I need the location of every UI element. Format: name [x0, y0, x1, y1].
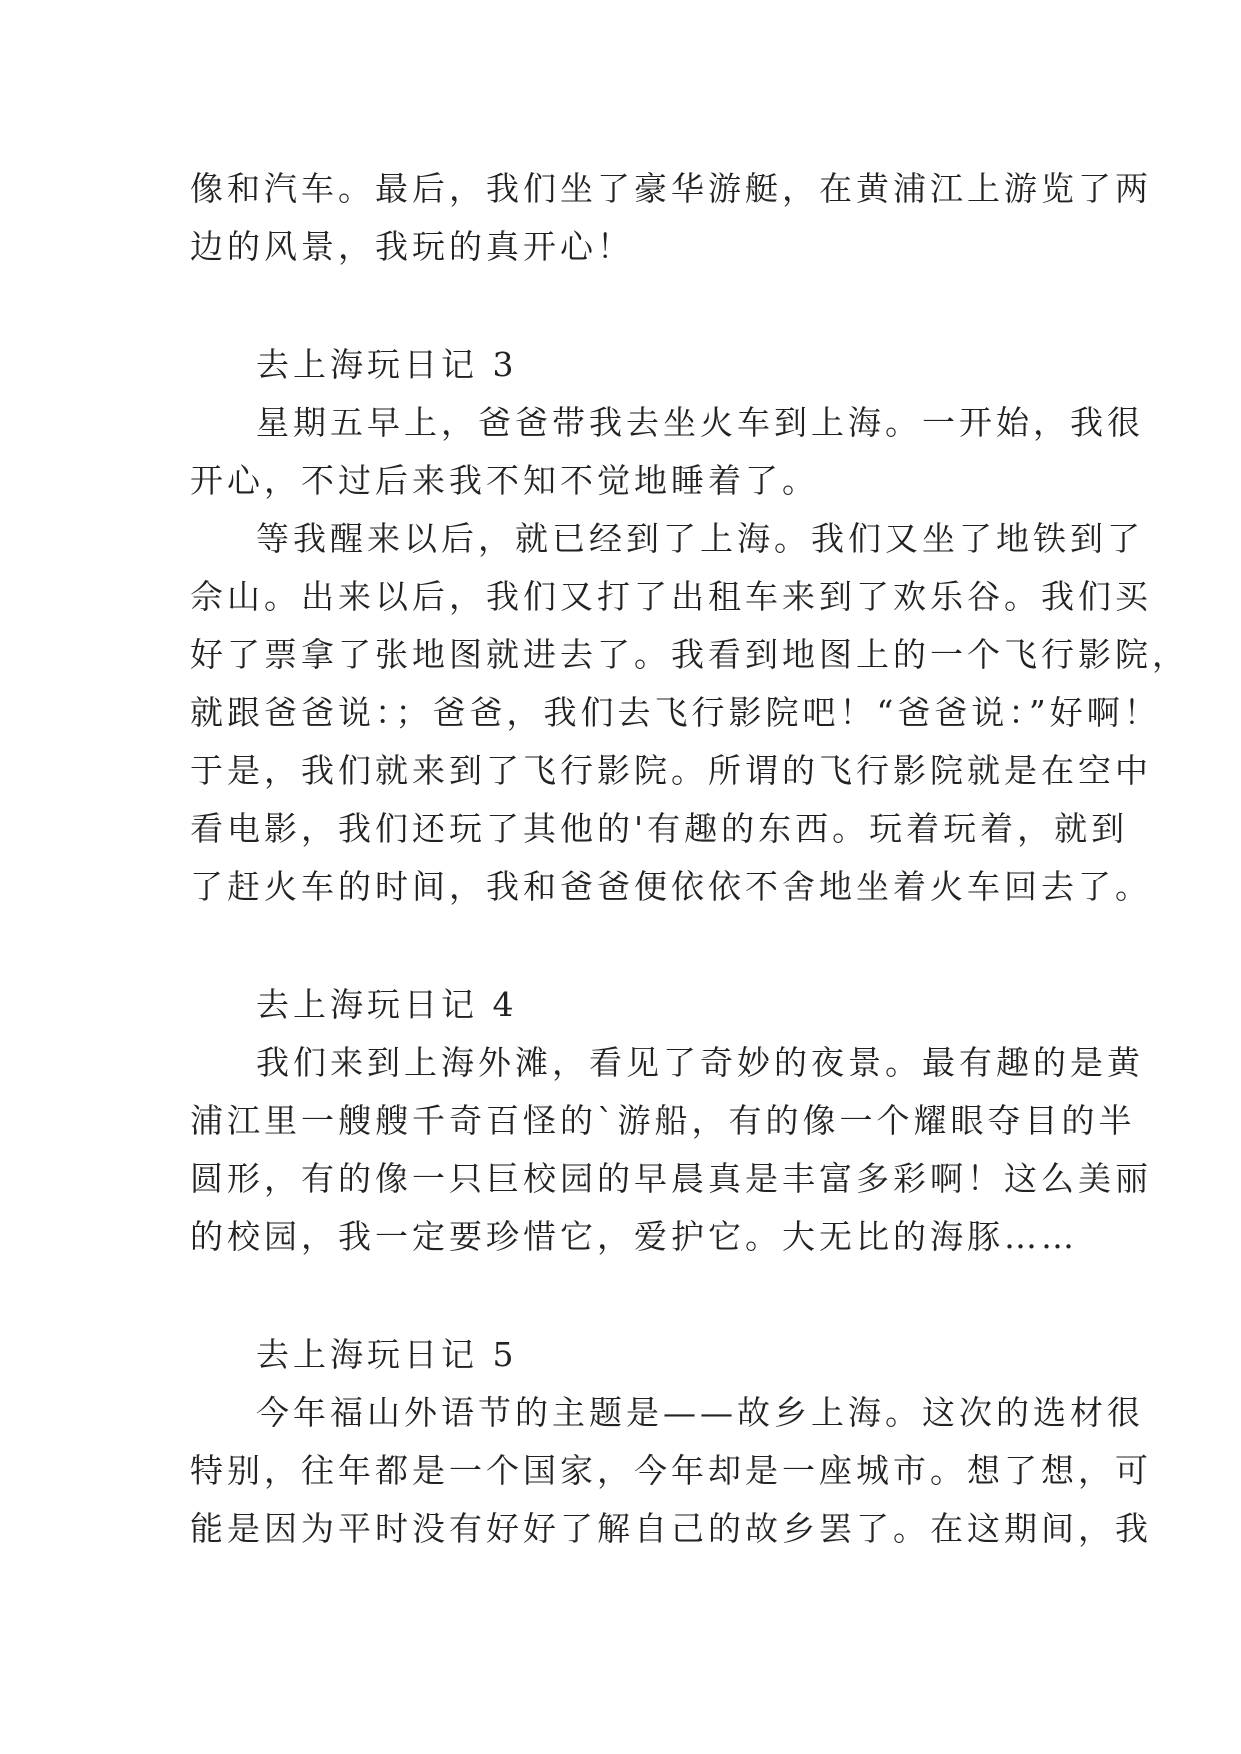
text-line: 开心，不过后来我不知不觉地睡着了。 [190, 461, 819, 500]
section-gap [190, 1266, 1070, 1326]
text-line: 等我醒来以后，就已经到了上海。我们又坐了地铁到了 [256, 519, 1144, 558]
section-title: 去上海玩日记 3 [256, 345, 518, 384]
text-line: 星期五早上，爸爸带我去坐火车到上海。一开始，我很 [256, 403, 1144, 442]
text-line: 于是，我们就来到了飞行影院。所谓的飞行影院就是在空中 [190, 751, 1152, 790]
text-line: 像和汽车。最后，我们坐了豪华游艇，在黄浦江上游览了两 [190, 169, 1152, 208]
text-line: 我们来到上海外滩，看见了奇妙的夜景。最有趣的是黄 [256, 1043, 1144, 1082]
text-line: 好了票拿了张地图就进去了。我看到地图上的一个飞行影院， [190, 635, 1189, 674]
text-line: 圆形，有的像一只巨校园的早晨真是丰富多彩啊！这么美丽 [190, 1159, 1152, 1198]
text-line: 能是因为平时没有好好了解自己的故乡罢了。在这期间，我 [190, 1509, 1152, 1548]
text-line: 了赶火车的时间，我和爸爸便依依不舍地坐着火车回去了。 [190, 867, 1152, 906]
text-line: 的校园，我一定要珍惜它，爱护它。大无比的海豚…… [190, 1217, 1078, 1256]
text-line: 就跟爸爸说：；爸爸，我们去飞行影院吧！“爸爸说：”好啊！ [190, 693, 1161, 732]
section-title: 去上海玩日记 4 [256, 985, 518, 1024]
text-line: 佘山。出来以后，我们又打了出租车来到了欢乐谷。我们买 [190, 577, 1152, 616]
section-gap [190, 916, 1070, 976]
text-line: 浦江里一艘艘千奇百怪的`游船，有的像一个耀眼夺目的半 [190, 1101, 1136, 1140]
section-title: 去上海玩日记 5 [256, 1335, 518, 1374]
text-line: 今年福山外语节的主题是——故乡上海。这次的选材很 [256, 1393, 1144, 1432]
text-line: 看电影，我们还玩了其他的'有趣的东西。玩着玩着，就到 [190, 809, 1129, 848]
section-gap [190, 276, 1070, 336]
text-line: 特别，往年都是一个国家，今年却是一座城市。想了想，可 [190, 1451, 1152, 1490]
document-page [190, 160, 1189, 1558]
text-line: 边的风景，我玩的真开心！ [190, 227, 634, 266]
